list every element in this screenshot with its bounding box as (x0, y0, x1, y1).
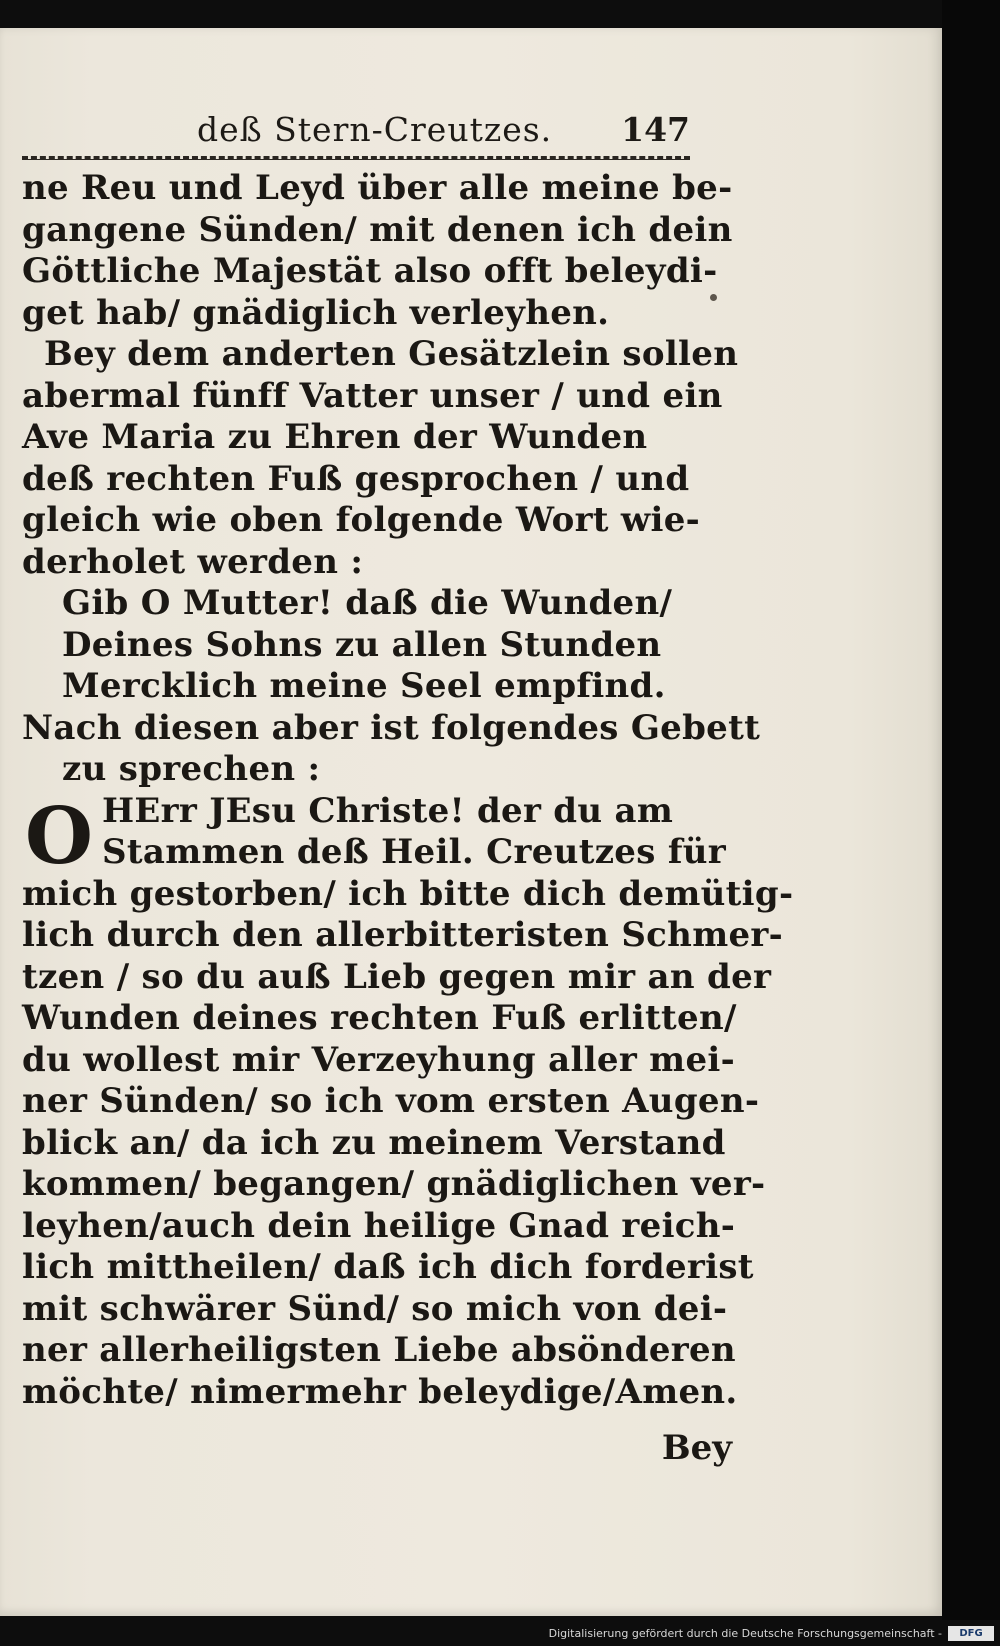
verse-line: Gib O Mutter! daß die Wunden/ (62, 583, 673, 623)
header-rule (22, 156, 690, 160)
prayer-line: möchte/ nimermehr beleydige/Amen. (22, 1371, 738, 1412)
text-line: deß rechten Fuß gesprochen / und (22, 458, 690, 499)
prayer-line: HErr JEsu Christe! der du am (102, 790, 674, 831)
prayer-line: lich durch den allerbitteristen Schmer- (22, 915, 784, 955)
dfg-logo-badge: DFG (948, 1626, 994, 1641)
prayer-line: mich gestorben/ ich bitte dich demütig- (22, 873, 794, 914)
prayer-line: blick an/ da ich zu meinem Verstand (22, 1122, 726, 1163)
verse-line: Mercklich meine Seel empfind. (62, 666, 666, 706)
text-line: derholet werden : (22, 541, 364, 582)
running-title: deß Stern-Creutzes. (197, 110, 553, 149)
text-line: gleich wie oben folgende Wort wie- (22, 500, 701, 540)
catchword: Bey (661, 1428, 732, 1468)
prayer-line: mit schwärer Sünd/ so mich von dei- (22, 1288, 728, 1329)
scan-dark-margin (942, 0, 1000, 1620)
prayer-line: Stammen deß Heil. Creutzes für (102, 832, 726, 872)
text-line: zu sprechen : (62, 749, 321, 789)
prayer-line: tzen / so du auß Lieb gegen mir an der (22, 956, 772, 997)
text-line: ne Reu und Leyd über alle meine be- (22, 168, 733, 208)
page-header (22, 110, 690, 162)
prayer-opening (22, 790, 726, 882)
prayer-line: du wollest mir Verzeyhung aller mei- (22, 1039, 736, 1080)
text-line: Bey dem anderten Gesätzlein sollen (44, 334, 739, 374)
prayer-line: ner Sünden/ so ich vom ersten Augen- (22, 1081, 760, 1121)
body-text (22, 168, 794, 1413)
prayer-line: leyhen/auch dein heilige Gnad reich- (22, 1205, 736, 1246)
text-line: abermal fünff Vatter unser / und ein (22, 375, 723, 416)
text-line: get hab/ gnädiglich verleyhen. (22, 292, 610, 333)
page-number: 147 (621, 110, 690, 149)
prayer-line: ner allerheiligsten Liebe absönderen (22, 1330, 736, 1370)
prayer-line: kommen/ begangen/ gnädiglichen ver- (22, 1164, 766, 1204)
drop-capital: O (25, 790, 93, 882)
ink-speck (710, 294, 717, 301)
text-line: Nach diesen aber ist folgendes Gebett (22, 707, 761, 748)
text-line: Göttliche Majestät also offt beleydi- (22, 251, 718, 291)
text-line: gangene Sünden/ mit denen ich dein (22, 209, 733, 250)
prayer-line: lich mittheilen/ daß ich dich forderist (22, 1247, 754, 1287)
text-line: Ave Maria zu Ehren der Wunden (22, 417, 648, 457)
verse-line: Deines Sohns zu allen Stunden (62, 624, 662, 665)
digitization-credit: Digitalisierung gefördert durch die Deutsche Forschungsgemeinschaft - (548, 1627, 942, 1640)
prayer-line: Wunden deines rechten Fuß erlitten/ (22, 998, 737, 1038)
